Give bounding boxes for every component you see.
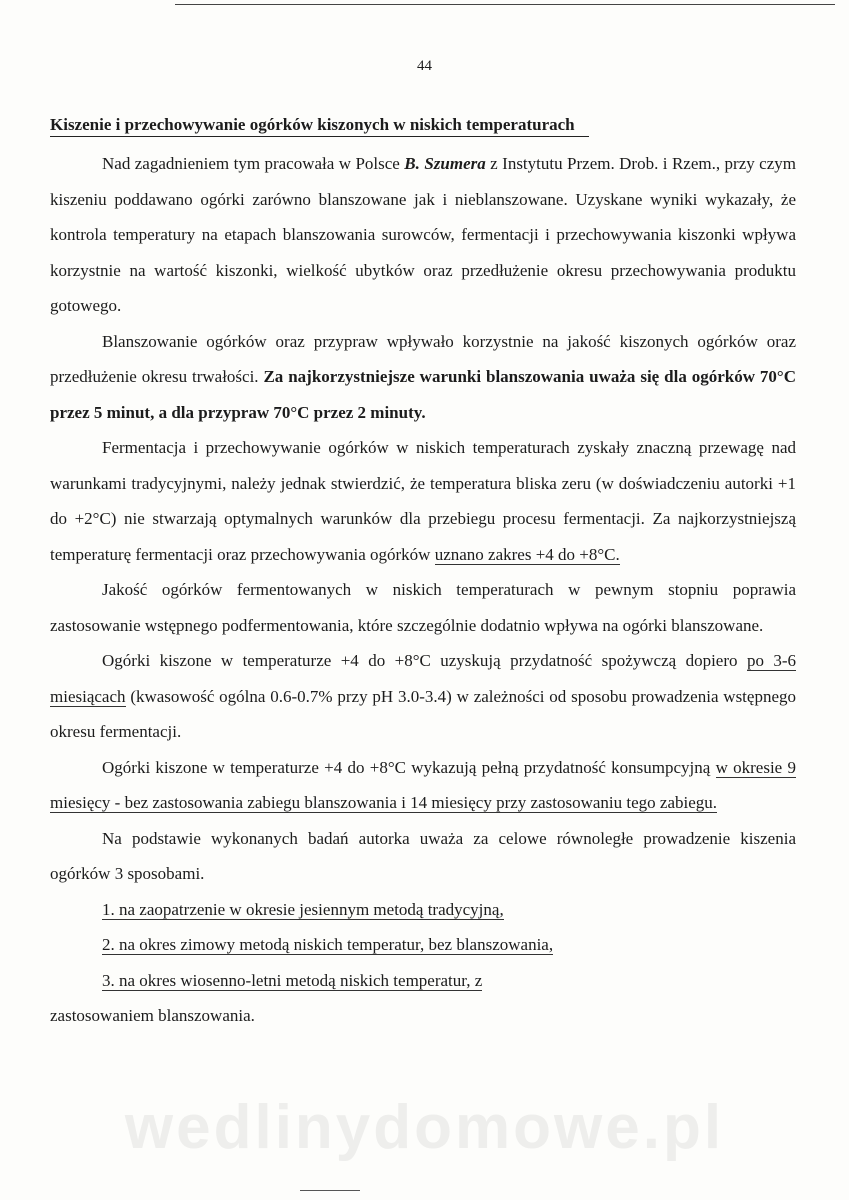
p5-text-a: Ogórki kiszone w temperaturze +4 do +8°C uzyskują przydatność spożywczą dopiero xyxy=(102,651,747,670)
p3-underlined: uznano zakres +4 do +8°C. xyxy=(434,544,620,564)
p2-bold-text: Za najkorzystniejsze warunki blanszowania uważa się dla ogórków 70°C przez 5 minut, a dla przypraw 70°C przez 2 minuty. xyxy=(50,367,796,422)
top-rule xyxy=(175,4,835,5)
p5-text-b: (kwasowość ogólna 0.6-0.7% przy pH 3.0-3.4) w zależności od sposobu prowadzenia wstępnego okresu fermentacji. xyxy=(50,686,796,741)
p1-text-a: Nad zagadnieniem tym pracowała w Polsce xyxy=(102,154,405,173)
list-item-2-text: 2. na okres zimowy metodą niskich temperatur, bez blanszowania, xyxy=(102,935,554,954)
list-item-3 xyxy=(50,963,796,999)
body-text xyxy=(50,146,796,1034)
p2-text-a: Blanszowanie ogórków oraz przypraw wpływało korzystnie na jakość kiszonych ogórków oraz przedłużenie okresu trwałości. xyxy=(50,331,796,386)
paragraph-7: Na podstawie wykonanych badań autorka uważa za celowe równoległe prowadzenie kiszenia ogórków 3 sposobami. xyxy=(50,828,796,883)
list-item-1 xyxy=(50,892,796,928)
page-number: 44 xyxy=(417,58,432,74)
p6-underlined: w okresie 9 miesięcy - bez zastosowania zabiegu blanszowania i 14 miesięcy przy zastosowaniu tego zabiegu. xyxy=(50,757,796,812)
paragraph-4: Jakość ogórków fermentowanych w niskich temperaturach w pewnym stopniu poprawia zastosowanie wstępnego podfermentowania, które szczególnie dodatnio wpływa na ogórki blanszowane. xyxy=(50,580,796,635)
p6-text-a: Ogórki kiszone w temperaturze +4 do +8°C wykazują pełną przydatność konsumpcyjną xyxy=(102,757,716,777)
author-name: B. Szumera xyxy=(404,154,486,173)
section-heading: Kiszenie i przechowywanie ogórków kiszonych w niskich temperaturach xyxy=(50,115,589,137)
bottom-rule xyxy=(300,1190,360,1191)
paragraph-5 xyxy=(50,643,796,750)
list-item-2 xyxy=(50,927,796,963)
watermark: wedlinydomowe.pl xyxy=(124,1093,725,1162)
paragraph-6 xyxy=(50,750,796,821)
list-item-1-text: 1. na zaopatrzenie w okresie jesiennym metodą tradycyjną, xyxy=(102,899,504,919)
paragraph-3 xyxy=(50,430,796,572)
p3-text-a: Fermentacja i przechowywanie ogórków w niskich temperaturach zyskały znaczną przewagę nad warunkami tradycyjnymi, należy jednak stwierdzić, że temperatura bliska zeru (w doświadczeniu autorki +1 do +2°C) nie stwarzają optymalnych warunków dla przebiegu procesu fermentacji. Za najkorzystniejszą temperaturę fermentacji oraz przechowywania ogórków xyxy=(50,438,796,564)
list-item-3-text: 3. na okres wiosenno-letni metodą niskich temperatur, z xyxy=(102,970,483,990)
p5-underlined: po 3-6 miesiącach xyxy=(50,651,797,706)
paragraph-2 xyxy=(50,324,796,431)
p1-text-b: z Instytutu Przem. Drob. i Rzem., przy czym kiszeniu poddawano ogórki zarówno blanszowane jak i nieblanszowane. Uzyskane wyniki wykazały, że kontrola temperatury na etapach blanszowania surowców, fermentacji i przechowywania kiszonki wpływa korzystnie na wartość kiszonki, wielkość ubytków oraz przedłużenie okresu przechowywania produktu gotowego. xyxy=(50,154,796,315)
list-tail: zastosowaniem blanszowania. xyxy=(50,1006,255,1025)
paragraph-1 xyxy=(50,146,796,324)
